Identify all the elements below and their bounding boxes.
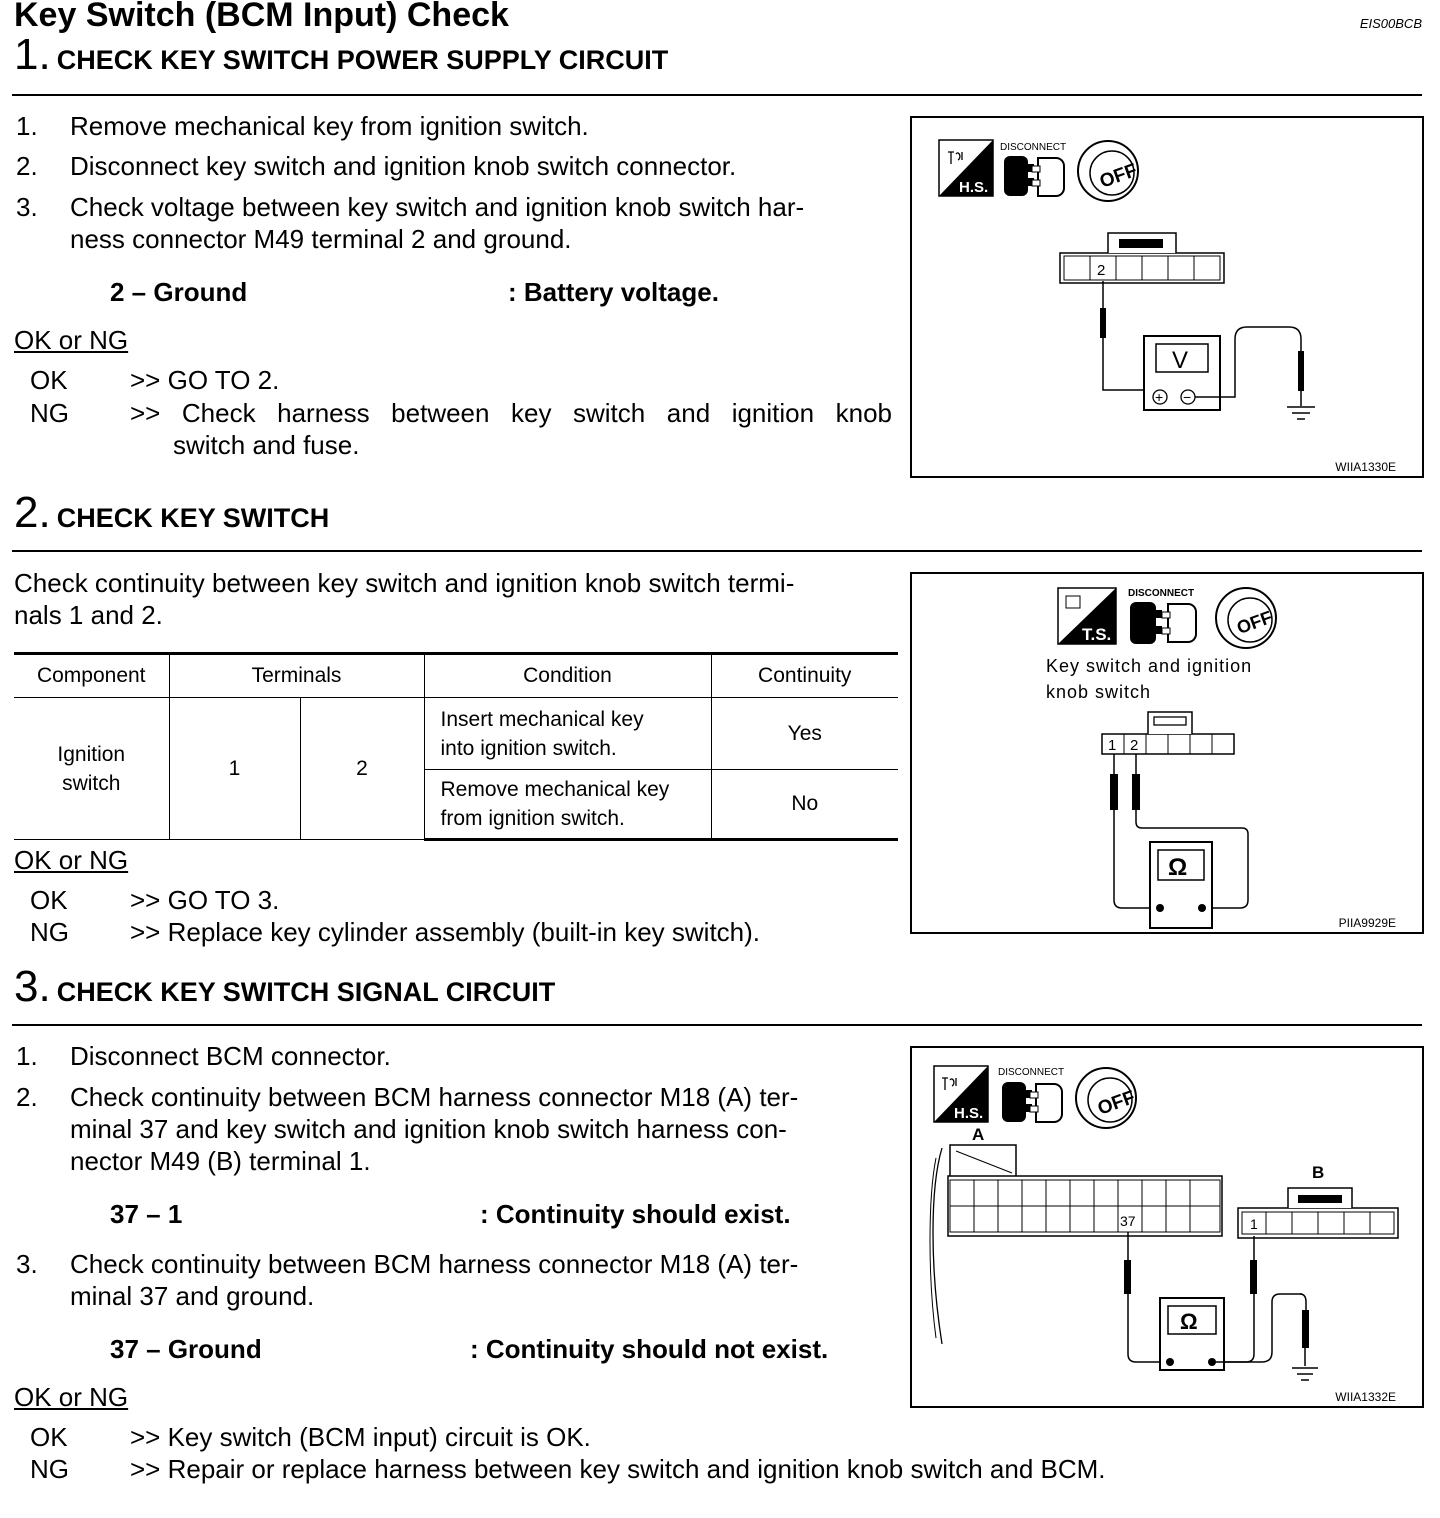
ground-icon xyxy=(1292,1368,1318,1380)
probe-ground xyxy=(1298,351,1304,391)
probe-2 xyxy=(1132,774,1140,810)
figure-caption: Key switch and ignition xyxy=(1046,656,1253,676)
step-number: 1. xyxy=(14,30,51,79)
list-item-continued: nector M49 (B) terminal 1. xyxy=(70,1146,371,1176)
list-number: 1. xyxy=(16,111,38,141)
figure-code: PIIA9929E xyxy=(1338,916,1396,930)
spec-measurement: 37 – Ground xyxy=(110,1334,262,1364)
figure-key-switch-check xyxy=(910,572,1424,934)
spec-measurement: 37 – 1 xyxy=(110,1199,183,1229)
ng-action: >> Repair or replace harness between key switch and ignition knob switch and BCM. xyxy=(130,1454,1106,1484)
disconnect-connector-icon xyxy=(1002,1082,1062,1122)
list-number: 1. xyxy=(16,1041,38,1071)
list-item: Check continuity between BCM harness connector M18 (A) ter- xyxy=(70,1082,799,1112)
list-number: 3. xyxy=(16,1249,38,1279)
document-code: EIS00BCB xyxy=(1359,16,1422,31)
list-item-continued: minal 37 and key switch and ignition knob switch harness con- xyxy=(70,1114,787,1144)
condition-cell xyxy=(424,770,711,840)
step-number: 3. xyxy=(14,962,51,1011)
column-header: Component xyxy=(14,654,169,698)
divider xyxy=(12,94,1422,96)
list-item: Disconnect key switch and ignition knob switch connector. xyxy=(70,151,737,181)
spec-measurement: 2 – Ground xyxy=(110,277,248,307)
list-item: Check voltage between key switch and ignition knob switch har- xyxy=(70,192,805,222)
terminal-37-label: 37 xyxy=(1120,1213,1136,1229)
ok-action: >> GO TO 3. xyxy=(130,885,280,915)
key-switch-connector-b xyxy=(1238,1188,1398,1238)
list-item: Remove mechanical key from ignition switch. xyxy=(70,111,589,141)
condition-line: Insert mechanical key xyxy=(440,707,644,731)
step-label: CHECK KEY SWITCH SIGNAL CIRCUIT xyxy=(56,977,556,1007)
connector-a-label: A xyxy=(972,1125,985,1144)
ground-icon xyxy=(1287,407,1315,419)
terminal-1-label: 1 xyxy=(1250,1216,1258,1232)
condition-line: Remove mechanical key xyxy=(440,778,670,801)
hs-badge-icon xyxy=(939,140,993,196)
terminal-1-label: 1 xyxy=(1108,737,1117,754)
figure-signal-circuit-check xyxy=(910,1046,1424,1408)
step-2-heading xyxy=(14,488,329,538)
off-text: OFF xyxy=(1097,159,1140,193)
spec-value: : Continuity should exist. xyxy=(480,1199,791,1229)
list-item-continued: ness connector M49 terminal 2 and ground. xyxy=(70,224,572,254)
column-header: Condition xyxy=(424,654,711,698)
list-item-continued: minal 37 and ground. xyxy=(70,1281,315,1311)
list-item: Disconnect BCM connector. xyxy=(70,1041,391,1071)
ng-action: >> Check harness between key switch and ignition knob xyxy=(130,398,892,428)
component-line: Ignition xyxy=(57,742,126,766)
badge-text: H.S. xyxy=(954,1105,984,1122)
list-number: 2. xyxy=(16,1082,38,1112)
figure-voltage-check xyxy=(910,116,1424,478)
terminal-2-label: 2 xyxy=(1097,262,1106,279)
instruction-text-continued: nals 1 and 2. xyxy=(14,600,163,630)
off-text: OFF xyxy=(1234,606,1275,639)
key-switch-connector xyxy=(1102,712,1234,754)
ignition-off-icon xyxy=(1078,141,1140,201)
ts-badge-icon xyxy=(1058,588,1116,644)
disconnect-label: DISCONNECT xyxy=(998,1067,1065,1078)
table-row xyxy=(14,698,898,770)
connector-b-label: B xyxy=(1312,1163,1325,1182)
terminal-2-label: 2 xyxy=(1130,737,1139,754)
meter-symbol: Ω xyxy=(1180,1309,1198,1334)
disconnect-label: DISCONNECT xyxy=(1128,588,1195,599)
figure-caption-continued: knob switch xyxy=(1046,682,1152,702)
ok-or-ng-label: OK or NG xyxy=(14,1382,129,1412)
condition-line: from ignition switch. xyxy=(440,807,625,830)
probe-ground xyxy=(1302,1310,1309,1348)
page-title: Key Switch (BCM Input) Check xyxy=(14,0,509,34)
meter-symbol: V xyxy=(1172,347,1189,374)
table-header-row xyxy=(14,654,898,698)
spec-value: : Battery voltage. xyxy=(508,277,719,307)
column-header: Continuity xyxy=(711,654,898,698)
ignition-off-icon xyxy=(1076,1068,1138,1128)
spec-value: : Continuity should not exist. xyxy=(470,1334,829,1364)
divider xyxy=(12,550,1422,552)
ok-key: OK xyxy=(30,885,68,915)
ignition-off-icon xyxy=(1216,588,1276,648)
harness-connector xyxy=(1060,233,1224,283)
probe-positive xyxy=(1100,308,1106,338)
condition-cell xyxy=(424,698,711,770)
terminal-cell: 2 xyxy=(300,698,424,840)
continuity-table xyxy=(14,652,898,841)
step-label: CHECK KEY SWITCH POWER SUPPLY CIRCUIT xyxy=(56,45,669,75)
probe-terminal-1 xyxy=(1250,1260,1257,1294)
meter-symbol: Ω xyxy=(1168,854,1188,881)
minus-sign: − xyxy=(1183,389,1192,405)
column-header: Terminals xyxy=(169,654,424,698)
figure-code: WIIA1330E xyxy=(1335,460,1396,474)
condition-line: into ignition switch. xyxy=(440,736,617,760)
ok-action: >> GO TO 2. xyxy=(130,365,280,395)
badge-text: T.S. xyxy=(1082,625,1112,644)
terminal-cell: 1 xyxy=(169,698,300,840)
ok-or-ng-label: OK or NG xyxy=(14,845,129,875)
ok-key: OK xyxy=(30,365,68,395)
instruction-text: Check continuity between key switch and ignition knob switch termi- xyxy=(14,568,795,598)
badge-text: H.S. xyxy=(959,179,989,196)
figure-code: WIIA1332E xyxy=(1335,1390,1396,1404)
off-text: OFF xyxy=(1095,1086,1138,1120)
probe-1 xyxy=(1110,774,1118,810)
disconnect-connector-icon xyxy=(1130,602,1196,644)
ok-or-ng-label: OK or NG xyxy=(14,325,129,355)
list-item: Check continuity between BCM harness connector M18 (A) ter- xyxy=(70,1249,799,1279)
ng-action: >> Replace key cylinder assembly (built-in key switch). xyxy=(130,917,761,947)
ng-key: NG xyxy=(30,917,69,947)
divider xyxy=(12,1024,1422,1026)
list-number: 2. xyxy=(16,151,38,181)
component-cell xyxy=(14,698,169,840)
ng-key: NG xyxy=(30,398,69,428)
continuity-cell: No xyxy=(711,770,898,840)
plus-sign: + xyxy=(1155,389,1164,405)
ok-action: >> Key switch (BCM input) circuit is OK. xyxy=(130,1422,591,1452)
step-number: 2. xyxy=(14,488,51,537)
disconnect-label: DISCONNECT xyxy=(1000,142,1067,153)
disconnect-connector-icon xyxy=(1004,156,1064,196)
ng-key: NG xyxy=(30,1454,69,1484)
step-1-heading xyxy=(14,30,668,80)
component-line: switch xyxy=(62,771,121,795)
step-label: CHECK KEY SWITCH xyxy=(56,503,330,533)
continuity-cell: Yes xyxy=(711,698,898,770)
ok-key: OK xyxy=(30,1422,68,1452)
hs-badge-icon xyxy=(934,1066,988,1122)
probe-terminal-37 xyxy=(1124,1260,1131,1294)
list-number: 3. xyxy=(16,192,38,222)
ng-action-continued: switch and fuse. xyxy=(173,430,360,460)
step-3-heading xyxy=(14,962,555,1012)
